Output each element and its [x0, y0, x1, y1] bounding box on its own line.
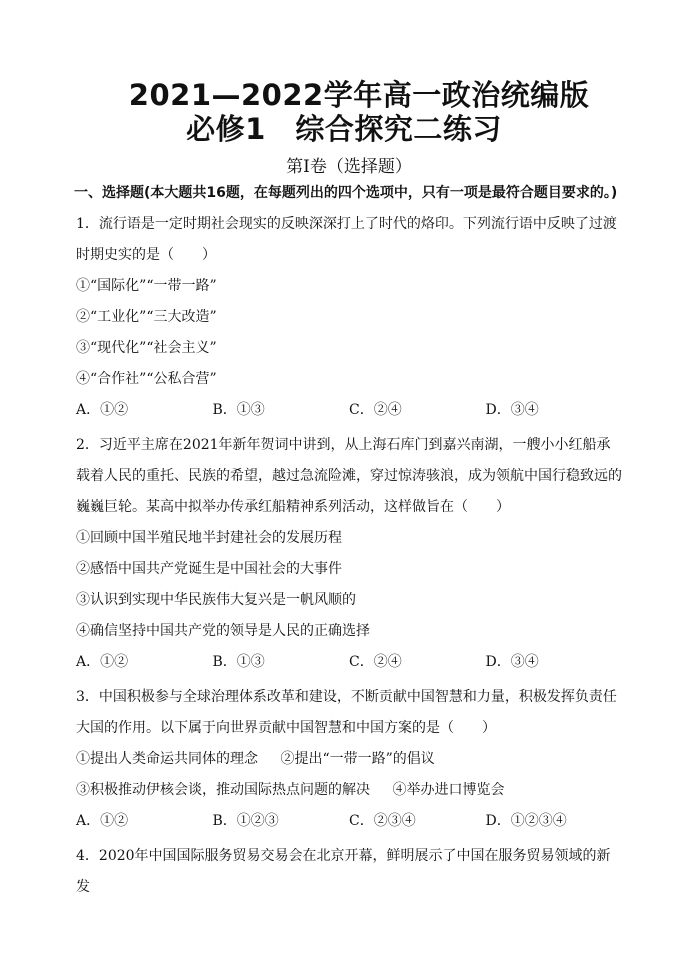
question-option: ④“合作社”“公私合营”	[76, 371, 217, 387]
question-option: ③认识到实现中华民族伟大复兴是一帆风顺的	[76, 592, 356, 608]
question-option: ②提出“一带一路”的倡议	[280, 751, 435, 767]
answer-choices	[76, 395, 622, 426]
title-line-2: 必修1 综合探究二练习	[186, 112, 502, 146]
question-options-row	[76, 775, 622, 806]
choice-a: A．①②	[76, 402, 129, 418]
choice-a: A．①②	[76, 813, 129, 829]
question-4	[76, 841, 622, 903]
document-title	[76, 78, 622, 146]
question-stem: 3．中国积极参与全球治理体系改革和建设，不断贡献中国智慧和力量，积极发挥负责任大国的作用。以下属于向世界贡献中国智慧和中国方案的是（ ）	[76, 689, 617, 736]
question-stem: 4．2020年中国国际服务贸易交易会在北京开幕，鲜明展示了中国在服务贸易领域的新发	[76, 848, 611, 895]
choice-b: B．①③	[212, 402, 265, 418]
question-option: ①提出人类命运共同体的理念	[76, 751, 258, 767]
answer-choices	[76, 806, 622, 837]
section-heading: 一、选择题(本大题共16题，在每题列出的四个选项中，只有一项是最符合题目要求的。)	[74, 185, 618, 201]
question-options-row	[76, 744, 622, 775]
question-1	[76, 209, 622, 426]
question-stem: 2．习近平主席在2021年新年贺词中讲到，从上海石库门到嘉兴南湖，一艘小小红船承载着人民的重托、民族的希望，越过急流险滩，穿过惊涛骇浪，成为领航中国行稳致远的巍巍巨轮。某高中拟举办传承红船精神系列活动，这样做旨在（ ）	[76, 437, 622, 515]
volume-title: 第Ⅰ卷（选择题）	[286, 157, 412, 177]
question-option: ④举办进口博览会	[392, 782, 505, 798]
question-option: ④确信坚持中国共产党的领导是人民的正确选择	[76, 623, 370, 639]
choice-c: C．②④	[349, 654, 402, 670]
answer-choices	[76, 647, 622, 678]
choice-d: D．③④	[485, 402, 539, 418]
title-line-1: 2021—2022学年高一政治统编版	[128, 78, 590, 112]
question-3	[76, 682, 622, 837]
choice-d: D．③④	[485, 654, 539, 670]
choice-c: C．②④	[349, 402, 402, 418]
choice-d: D．①②③④	[485, 813, 567, 829]
choice-b: B．①②③	[212, 813, 279, 829]
question-option: ①回顾中国半殖民地半封建社会的发展历程	[76, 530, 342, 546]
choice-b: B．①③	[212, 654, 265, 670]
question-option: ①“国际化”“一带一路”	[76, 278, 217, 294]
choice-a: A．①②	[76, 654, 129, 670]
question-option: ③“现代化”“社会主义”	[76, 340, 217, 356]
question-stem: 1．流行语是一定时期社会现实的反映深深打上了时代的烙印。下列流行语中反映了过渡时期史实的是（ ）	[76, 216, 617, 263]
question-2	[76, 430, 622, 678]
choice-c: C．②③④	[349, 813, 416, 829]
question-option: ③积极推动伊核会谈，推动国际热点问题的解决	[76, 782, 370, 798]
question-option: ②感悟中国共产党诞生是中国社会的大事件	[76, 561, 342, 577]
question-option: ②“工业化”“三大改造”	[76, 309, 217, 325]
